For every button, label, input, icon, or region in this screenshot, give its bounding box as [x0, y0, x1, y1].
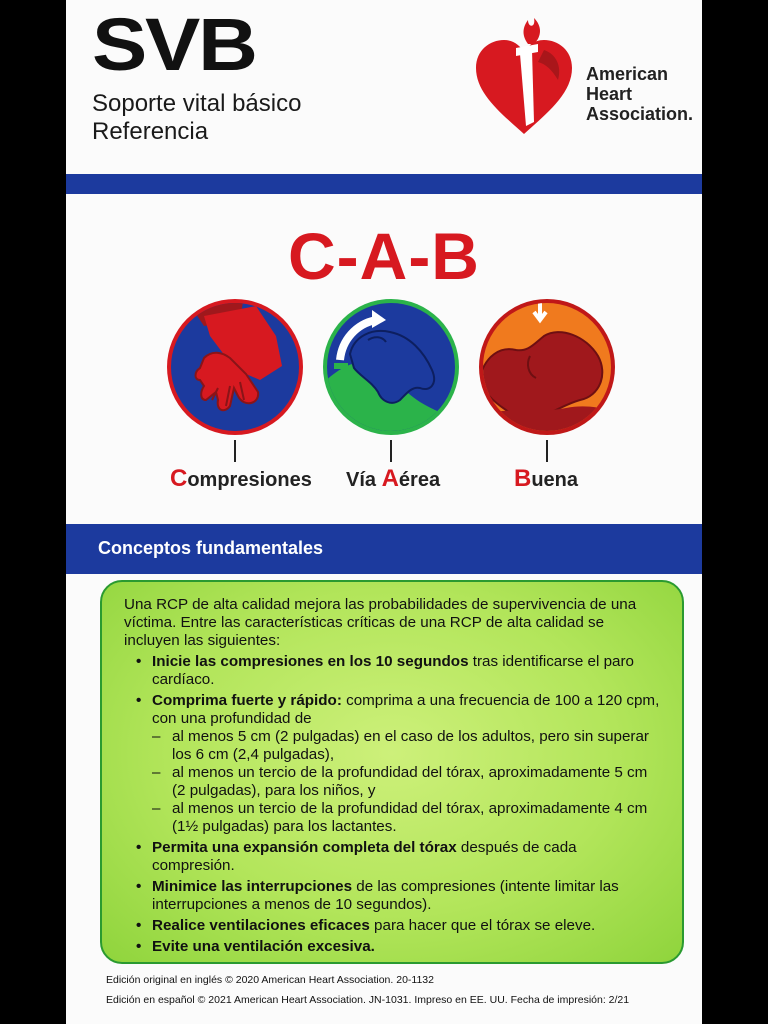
cab-tick-a [390, 440, 392, 462]
hands-compression-icon [164, 296, 306, 438]
sub-list-item: – al menos un tercio de la profundidad del tórax, aproximadamente 4 cm (1½ pulgadas) para los lactantes. [152, 800, 660, 836]
section-title: Conceptos fundamentales [98, 538, 324, 558]
cab-tick-b [546, 440, 548, 462]
sub-list-item: – al menos 5 cm (2 pulgadas) en el caso de los adultos, pero sin superar los 6 cm (2,4 pulgadas), [152, 728, 660, 764]
cab-caption-via-aerea: Vía Aérea [346, 465, 441, 492]
card-title: SVB [92, 3, 256, 86]
list-item: • Minimice las interrupciones de las compresiones (intente limitar las interrupciones a menos de 10 segundos). [134, 878, 660, 914]
header-divider [66, 174, 702, 194]
section-header [66, 524, 702, 574]
cab-tick-c [234, 440, 236, 462]
aha-wordmark: American Heart Association. [586, 64, 694, 124]
aha-heart-torch-logo [472, 10, 576, 140]
list-item: • Comprima fuerte y rápido: comprima a una frecuencia de 100 a 120 cpm, con una profundidad de – al menos 5 cm (2 pulgadas) en el caso de los adultos, pero sin superar los 6 cm (2,4 pulgadas), – al menos un tercio de la profundidad del tórax, aproximadamente 5 cm (2 pulgadas), para los niños, y – al menos un tercio de la profundidad del tórax, aproximadamente 4 cm (1½ pulgadas) para los lactantes. [134, 692, 660, 836]
cab-title: C-A-B [288, 219, 480, 293]
reference-card [66, 0, 702, 1024]
footer-spanish-edition: Edición en español © 2021 American Heart Association. JN-1031. Impreso en EE. UU. Fecha de impresión: 2/21 [106, 994, 630, 1006]
list-item: • Realice ventilaciones eficaces para hacer que el tórax se eleve. [134, 917, 660, 935]
cab-caption-buena: Buena [514, 465, 579, 492]
list-item: • Evite una ventilación excesiva. [134, 938, 660, 956]
footer-original-edition: Edición original en inglés © 2020 American Heart Association. 20-1132 [106, 974, 434, 986]
airway-head-tilt-icon [320, 296, 462, 438]
list-item: • Inicie las compresiones en los 10 segundos tras identificarse el paro cardíaco. [134, 653, 660, 689]
cab-caption-compresiones: Compresiones [170, 465, 312, 492]
sub-list-item: – al menos un tercio de la profundidad del tórax, aproximadamente 5 cm (2 pulgadas), para los niños, y [152, 764, 660, 800]
list-item: • Permita una expansión completa del tórax después de cada compresión. [134, 839, 660, 875]
card-subtitle: Soporte vital básico [92, 90, 302, 117]
concepts-box [100, 580, 684, 964]
concepts-intro: Una RCP de alta calidad mejora las probabilidades de supervivencia de una víctima. Entre las características críticas de una RCP de alta calidad se incluyen las siguientes: [124, 596, 637, 649]
card-subtitle-2: Referencia [92, 118, 209, 145]
breathing-icon [476, 296, 618, 438]
concepts-list [124, 653, 660, 956]
